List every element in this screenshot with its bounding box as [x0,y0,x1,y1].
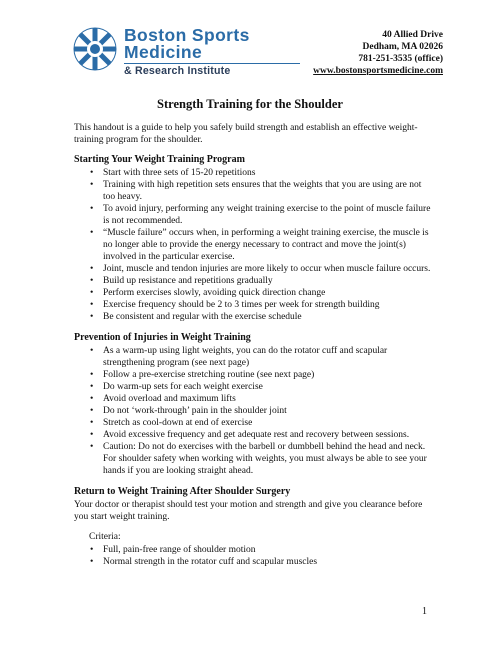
institute-logo [72,26,282,76]
list-item: • Start with three sets of 15-20 repetitions [74,167,434,179]
list-item: • Do not ‘work-through’ pain in the shoulder joint [74,405,434,417]
criteria-bullet-list [74,544,434,568]
list-item: • Normal strength in the rotator cuff and scapular muscles [74,556,434,568]
list-item: • Be consistent and regular with the exercise schedule [74,311,434,323]
city-state-zip: Dedham, MA 02026 [362,42,443,52]
list-item: • Exercise frequency should be 2 to 3 times per week for strength building [74,299,434,311]
list-item: • As a warm-up using light weights, you can do the rotator cuff and scapular strengthening program (see next page) [74,345,434,369]
list-item: • Do warm-up sets for each weight exercise [74,381,434,393]
list-item: • To avoid injury, performing any weight training exercise to the point of muscle failure is not recommended. [74,203,434,227]
prevention-bullet-list [74,345,434,477]
page-number: 1 [422,606,427,617]
website-link[interactable]: www.bostonsportsmedicine.com [313,66,443,76]
street-address: 40 Allied Drive [382,30,443,40]
logo-wordmark-line1: Boston Sports [124,25,250,45]
logo-divider [124,63,300,64]
list-item: • Avoid excessive frequency and get adequate rest and recovery between sessions. [74,429,434,441]
list-item: • “Muscle failure” occurs when, in performing a weight training exercise, the muscle is no longer able to provide the energy necessary to contract and move the joint(s) involved in the particular exercise. [74,227,434,263]
list-item: • Perform exercises slowly, avoiding quick direction change [74,287,434,299]
intro-paragraph: This handout is a guide to help you safely build strength and establish an effective weight-training program for the shoulder. [74,123,418,145]
section-heading-return: Return to Weight Training After Shoulder Surgery [74,486,291,497]
list-item: • Caution: Do not do exercises with the barbell or dumbbell behind the head and neck. For shoulder safety when working with weights, you must always be able to see your hands if you are looking straight ahead. [74,441,434,477]
list-item: • Stretch as cool-down at end of exercise [74,417,434,429]
phone-number: 781-251-3535 (office) [358,54,443,64]
document-title: Strength Training for the Shoulder [157,97,343,111]
list-item: • Training with high repetition sets ensures that the weights that you are using are not too heavy. [74,179,434,203]
list-item: • Avoid overload and maximum lifts [74,393,434,405]
list-item: • Follow a pre-exercise stretching routine (see next page) [74,369,434,381]
list-item: • Full, pain-free range of shoulder motion [74,544,434,556]
return-paragraph: Your doctor or therapist should test your motion and strength and give you clearance before you start weight training. [74,500,423,522]
criteria-label: Criteria: [89,532,121,542]
starting-bullet-list [74,167,434,323]
document-body [74,122,434,577]
logo-wordmark-line3: & Research Institute [124,65,231,77]
contact-block [313,29,443,77]
list-item: • Build up resistance and repetitions gradually [74,275,434,287]
logo-wordmark-line2: Medicine [124,42,203,62]
section-heading-starting: Starting Your Weight Training Program [74,154,245,165]
section-heading-prevention: Prevention of Injuries in Weight Training [74,332,251,343]
list-item: • Joint, muscle and tendon injuries are more likely to occur when muscle failure occurs. [74,263,434,275]
logo-emblem-icon [72,26,118,72]
